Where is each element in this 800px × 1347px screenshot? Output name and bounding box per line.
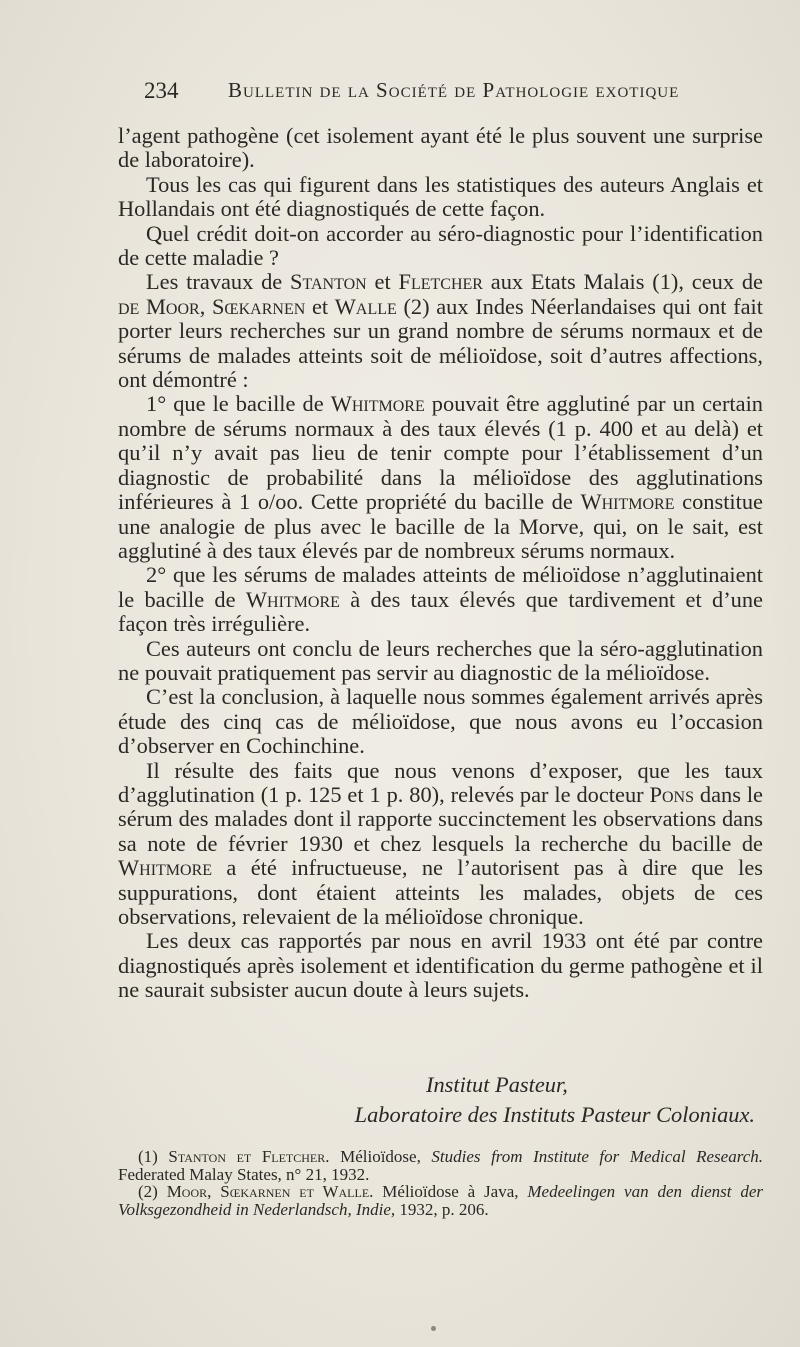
author-name: de Moor <box>118 293 200 319</box>
author-name: Whitmore <box>580 489 675 515</box>
text-run: Federated Malay States, n° 21, 1932. <box>118 1164 370 1184</box>
paragraph-9 <box>118 759 763 930</box>
author-name: Pons <box>649 781 694 807</box>
text-run: dans le sérum des malades dont il rapporte succinctement les observations dans sa note de février 1930 et chez lesquels la recherche du bacille de <box>118 781 763 856</box>
text-run: pouvait être agglutiné par un certain nombre de sérums normaux à des taux élevés (1 p. 400 et au delà) et qu’il n’y avait pas lieu de tenir compte pour l’établissement d’un diagnostic de probabilité dans la mélioïdose des agglutinations inférieures à 1 o/oo. Cette propriété du bacille de <box>118 391 763 515</box>
signature-institute: Institut Pasteur, <box>426 1072 568 1097</box>
author-name: Whitmore <box>330 391 425 417</box>
paragraph-3: Quel crédit doit-on accorder au séro-diagnostic pour l’identification de cette maladie ? <box>118 220 763 271</box>
text-run: 2° que les sérums de malades atteints de mélioïdose n’agglutinaient le bacille de <box>118 562 763 612</box>
author-name: Whitmore <box>118 855 213 881</box>
page-header <box>118 78 758 110</box>
text-run: et <box>366 269 399 295</box>
author-name: Sœkarnen <box>211 293 306 319</box>
paragraph-1: l’agent pathogène (cet isolement ayant été le plus souvent une surprise de laboratoire). <box>118 123 763 173</box>
paragraph-5 <box>118 392 763 563</box>
paragraph-8: C’est la conclusion, à laquelle nous sommes également arrivés après étude des cinq cas de mélioïdose, que nous avons eu l’occasion d’observer en Cochinchine. <box>118 684 763 759</box>
text-run: Les travaux de <box>146 269 291 295</box>
text-run: 1932, p. 206. <box>395 1199 489 1219</box>
running-title: Bulletin de la Société de Pathologie exotique <box>228 78 680 102</box>
footnote-marker: (2) <box>138 1182 167 1201</box>
text-run: Mélioïdose, <box>329 1147 432 1166</box>
footnote-title: Medeelingen van den dienst der Volksgezondheid in Nederlandsch, Indie, <box>118 1182 763 1219</box>
text-run: 1° que le bacille de <box>146 391 331 417</box>
author-name: Walle <box>334 293 397 319</box>
text-run: a été infructueuse, ne l’autorisent pas à dire que les suppurations, dont étaient atteints les malades, objets de ces observations, relevaient de la mélioïdose chronique. <box>118 855 763 929</box>
text-run: Mélioïdose à Java, <box>373 1182 528 1201</box>
body-text <box>118 124 763 1003</box>
paragraph-2: Tous les cas qui figurent dans les statistiques des auteurs Anglais et Hollandais ont été diagnostiqués de cette façon. <box>118 171 763 222</box>
paper-speck <box>431 1326 436 1331</box>
footnote-2 <box>118 1183 763 1218</box>
text-run: (2) aux Indes Néerlandaises qui ont fait porter leurs recherches sur un grand nombre de sérums normaux et de sérums de malades atteints soit de mélioïdose, soit d’autres affections, ont démontré : <box>118 293 763 393</box>
author-name: Whitmore <box>245 586 340 612</box>
paragraph-7: Ces auteurs ont conclu de leurs recherches que la séro-agglutination ne pouvait pratiquement pas servir au diagnostic de la mélioïdose. <box>118 635 763 685</box>
text-run: aux Etats Malais (1), ceux de <box>482 269 763 295</box>
footnote-marker: (1) <box>138 1147 169 1166</box>
paragraph-10: Les deux cas rapportés par nous en avril 1933 ont été par contre diagnostiqués après isolement et identification du germe pathogène et il ne saurait subsister aucun doute à leurs sujets. <box>118 928 763 1003</box>
footnotes <box>118 1148 763 1218</box>
text-run: à des taux élevés que tardivement et d’une façon très irrégulière. <box>118 586 763 637</box>
paragraph-4 <box>118 270 763 392</box>
footnote-authors: Stanton et Fletcher. <box>168 1147 330 1166</box>
footnote-authors: Moor, Sœkarnen et Walle. <box>166 1182 374 1201</box>
text-run: constitue une analogie de plus avec le bacille de la Morve, qui, on le sait, est agglutiné à des taux élevés par de nombreux sérums normaux. <box>118 489 763 563</box>
footnote-title: Studies from Institute for Medical Research. <box>431 1147 763 1166</box>
author-name: Fletcher <box>398 269 483 295</box>
text-run: , <box>199 293 212 319</box>
text-run: Il résulte des faits que nous venons d’exposer, que les taux d’agglutination (1 p. 125 et 1 p. 80), relevés par le docteur <box>118 757 763 807</box>
signature-laboratory: Laboratoire des Instituts Pasteur Coloniaux. <box>354 1102 755 1127</box>
page-number: 234 <box>144 78 179 103</box>
author-name: Stanton <box>290 269 367 295</box>
text-run: et <box>305 293 335 319</box>
paragraph-6 <box>118 563 763 636</box>
footnote-1 <box>118 1148 763 1183</box>
